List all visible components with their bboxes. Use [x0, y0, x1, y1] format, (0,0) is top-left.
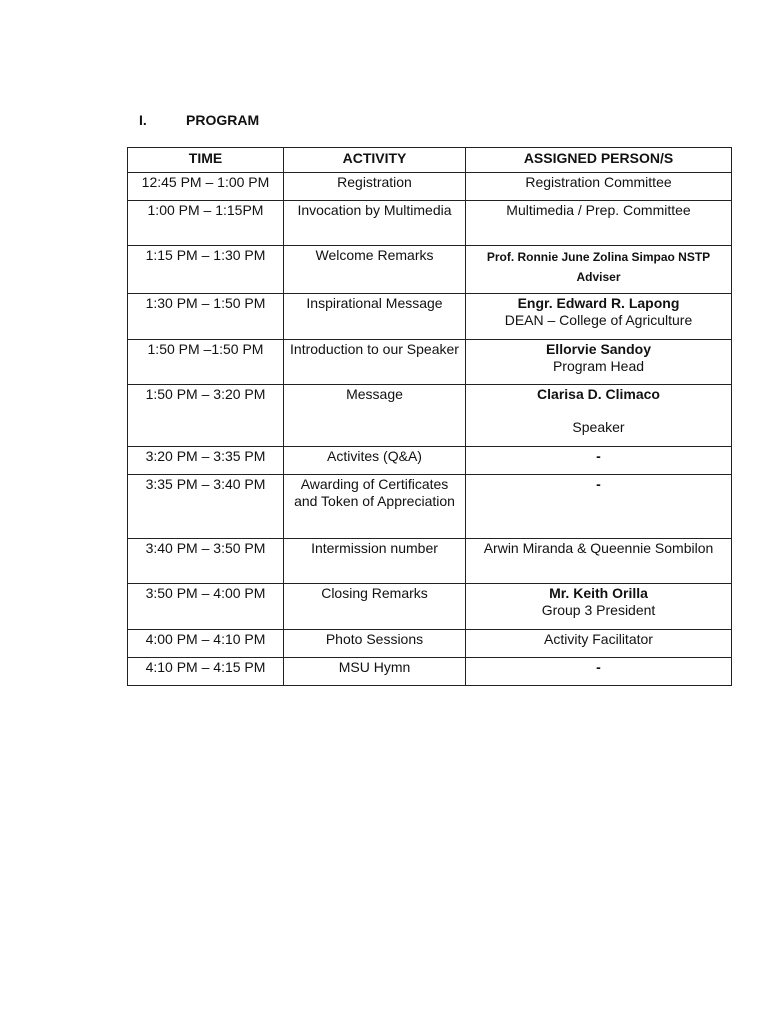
- cell-person: Registration Committee: [466, 172, 732, 200]
- cell-activity: Awarding of Certificates and Token of Appreciation: [284, 474, 466, 538]
- program-table: [127, 147, 732, 686]
- cell-person: [466, 583, 732, 629]
- cell-activity: Activites (Q&A): [284, 446, 466, 474]
- cell-person: [466, 384, 732, 446]
- header-time: TIME: [128, 148, 284, 173]
- cell-person: Arwin Miranda & Queennie Sombilon: [466, 538, 732, 583]
- cell-activity: MSU Hymn: [284, 657, 466, 685]
- table-row: [128, 583, 732, 629]
- cell-person: -: [466, 446, 732, 474]
- cell-time: 1:50 PM – 3:20 PM: [128, 384, 284, 446]
- cell-time: 3:35 PM – 3:40 PM: [128, 474, 284, 538]
- cell-time: 3:20 PM – 3:35 PM: [128, 446, 284, 474]
- cell-activity: Inspirational Message: [284, 293, 466, 339]
- spacer: [472, 403, 725, 419]
- header-activity: ACTIVITY: [284, 148, 466, 173]
- cell-time: 12:45 PM – 1:00 PM: [128, 172, 284, 200]
- cell-time: 1:30 PM – 1:50 PM: [128, 293, 284, 339]
- table-row: [128, 172, 732, 200]
- cell-activity: Invocation by Multimedia: [284, 200, 466, 245]
- cell-person: [466, 245, 732, 293]
- cell-activity: Photo Sessions: [284, 629, 466, 657]
- table-row: [128, 446, 732, 474]
- table-row: [128, 474, 732, 538]
- table-row: [128, 200, 732, 245]
- person-role: Speaker: [572, 419, 625, 435]
- cell-activity: Welcome Remarks: [284, 245, 466, 293]
- person-name: Engr. Edward R. Lapong: [517, 294, 680, 311]
- cell-person: Multimedia / Prep. Committee: [466, 200, 732, 245]
- cell-activity: Closing Remarks: [284, 583, 466, 629]
- person-name: Prof. Ronnie June Zolina Simpao NSTP Adviser: [486, 249, 711, 284]
- person-role: Group 3 President: [541, 602, 656, 618]
- cell-activity: Message: [284, 384, 466, 446]
- table-row: [128, 384, 732, 446]
- person-name: Ellorvie Sandoy: [545, 340, 652, 357]
- cell-time: 3:50 PM – 4:00 PM: [128, 583, 284, 629]
- cell-person: Activity Facilitator: [466, 629, 732, 657]
- table-row: [128, 629, 732, 657]
- cell-time: 1:00 PM – 1:15PM: [128, 200, 284, 245]
- table-row: [128, 339, 732, 384]
- cell-person: -: [466, 657, 732, 685]
- cell-time: 1:15 PM – 1:30 PM: [128, 245, 284, 293]
- table-row: [128, 293, 732, 339]
- person-name: Clarisa D. Climaco: [537, 385, 660, 402]
- section-heading: [139, 112, 259, 128]
- person-name: Mr. Keith Orilla: [549, 584, 648, 601]
- cell-person: [466, 339, 732, 384]
- cell-activity: Registration: [284, 172, 466, 200]
- cell-time: 1:50 PM –1:50 PM: [128, 339, 284, 384]
- table-row: [128, 538, 732, 583]
- cell-activity: Introduction to our Speaker: [284, 339, 466, 384]
- section-number: I.: [139, 112, 147, 128]
- table-header-row: [128, 148, 732, 173]
- section-title: PROGRAM: [186, 112, 260, 128]
- cell-time: 3:40 PM – 3:50 PM: [128, 538, 284, 583]
- header-assigned-persons: ASSIGNED PERSON/S: [466, 148, 732, 173]
- cell-person: -: [466, 474, 732, 538]
- cell-time: 4:00 PM – 4:10 PM: [128, 629, 284, 657]
- person-role: Program Head: [552, 358, 645, 374]
- cell-person: [466, 293, 732, 339]
- table-row: [128, 657, 732, 685]
- cell-time: 4:10 PM – 4:15 PM: [128, 657, 284, 685]
- person-role: DEAN – College of Agriculture: [504, 312, 693, 328]
- cell-activity: Intermission number: [284, 538, 466, 583]
- table-row: [128, 245, 732, 293]
